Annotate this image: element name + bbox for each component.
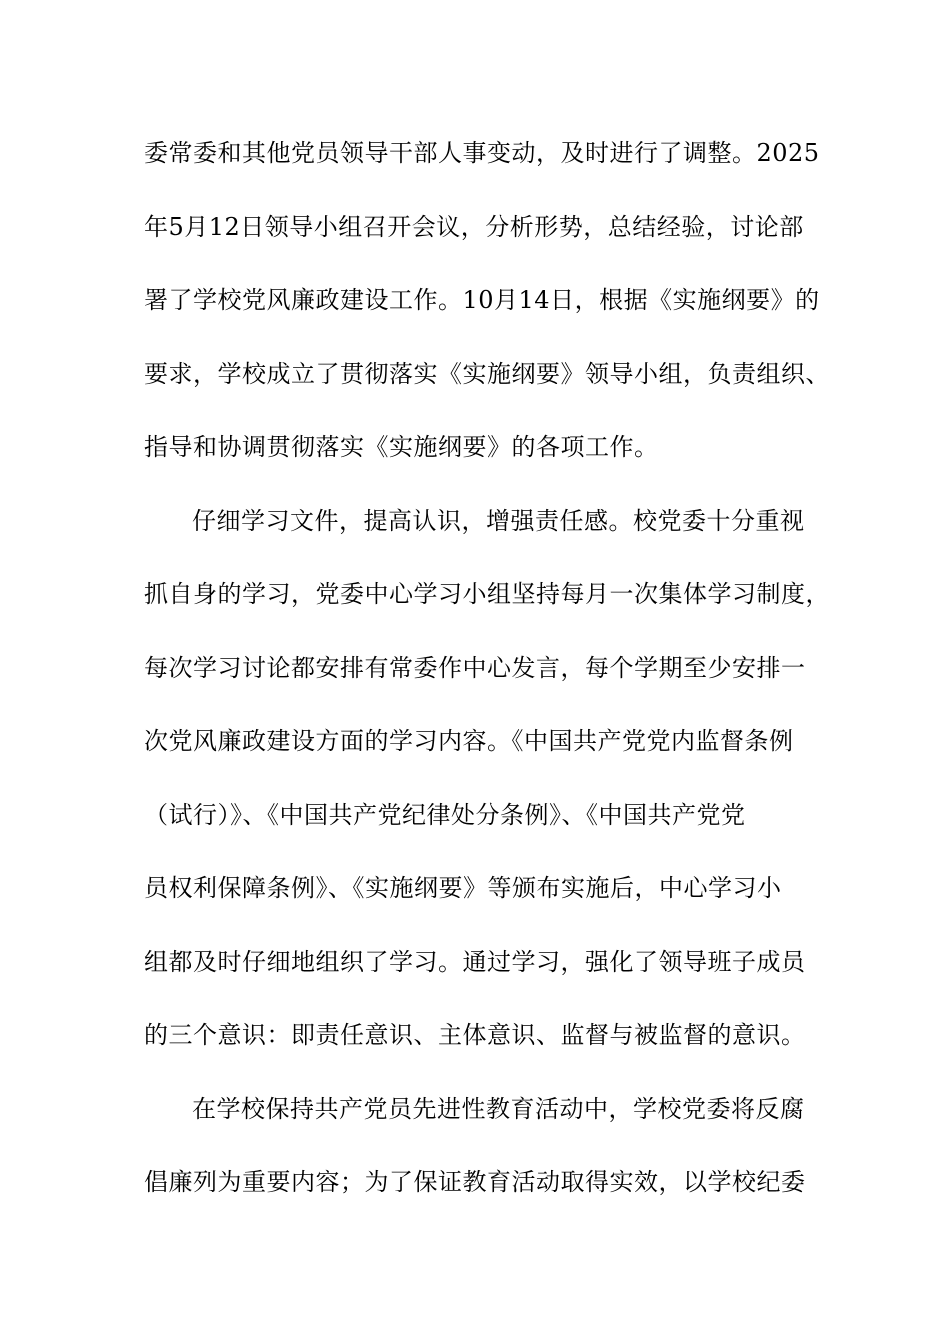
paragraph-first-line: 仔细学习文件，提高认识，增强责任感。校党委十分重视 bbox=[192, 506, 805, 535]
paragraph-first-line: 在学校保持共产党员先进性教育活动中，学校党委将反腐 bbox=[192, 1094, 805, 1123]
text-line: 指导和协调贯彻落实《实施纲要》的各项工作。 bbox=[144, 433, 659, 461]
text-line: 委常委和其他党员领导干部人事变动，及时进行了调整。2025 bbox=[144, 139, 820, 167]
text-line: 员权利保障条例》、《实施纲要》等颁布实施后，中心学习小 bbox=[144, 874, 782, 902]
document-body bbox=[144, 129, 830, 1232]
text-line: 的三个意识：即责任意识、主体意识、监督与被监督的意识。 bbox=[144, 1021, 806, 1049]
text-line: 每次学习讨论都安排有常委作中心发言，每个学期至少安排一 bbox=[144, 653, 806, 682]
text-line: 要求，学校成立了贯彻落实《实施纲要》领导小组，负责组织、 bbox=[144, 359, 830, 388]
text-line: 组都及时仔细地组织了学习。通过学习，强化了领导班子成员 bbox=[144, 947, 806, 976]
text-line: 次党风廉政建设方面的学习内容。《中国共产党党内监督条例 bbox=[144, 727, 794, 755]
text-line: 年5月12日领导小组召开会议，分析形势，总结经验，讨论部 bbox=[144, 212, 804, 241]
text-line: （试行）》、《中国共产党纪律处分条例》、《中国共产党党 bbox=[144, 800, 746, 829]
text-line: 倡廉列为重要内容；为了保证教育活动取得实效，以学校纪委 bbox=[144, 1168, 806, 1196]
text-line: 署了学校党风廉政建设工作。10月14日，根据《实施纲要》的 bbox=[144, 286, 820, 314]
text-line: 抓自身的学习，党委中心学习小组坚持每月一次集体学习制度， bbox=[144, 580, 830, 608]
